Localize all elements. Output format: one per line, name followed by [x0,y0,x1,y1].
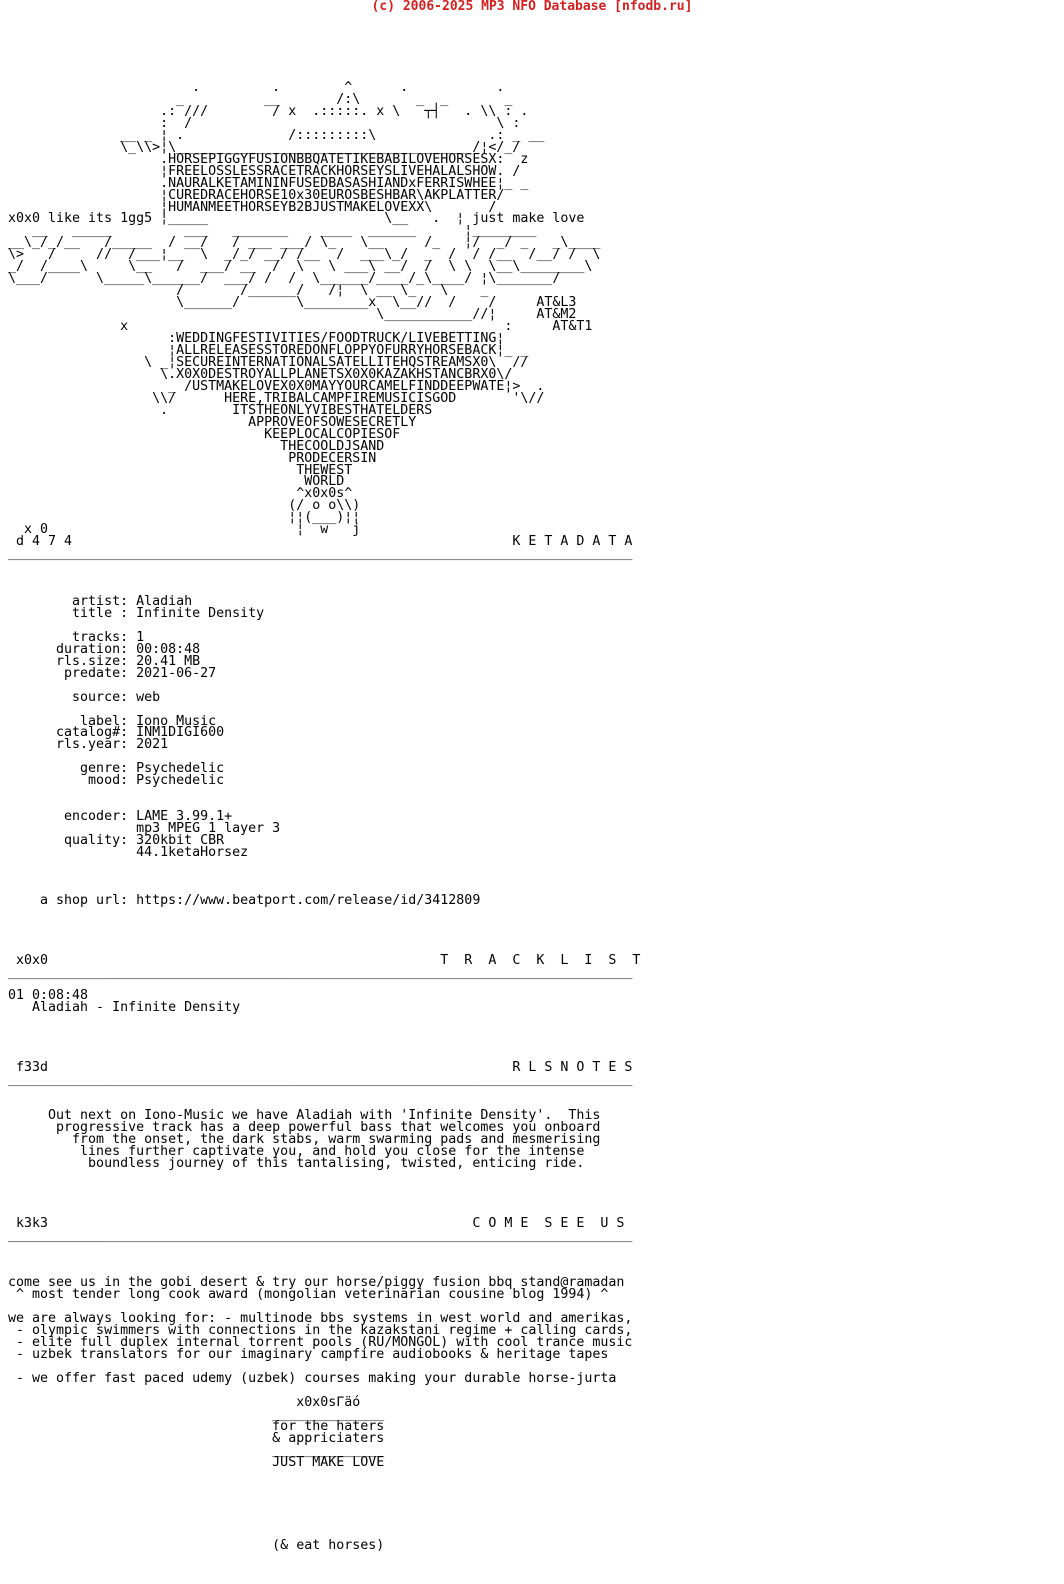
nfo-line: ¦FREELOSSLESSRACETRACKHORSEYSLIVEHALALSHOW. / [8,163,521,179]
nfo-line: ______________________________________________________________________________ [8,1227,633,1243]
nfo-line: come see us in the gobi desert & try our horse/piggy fusion bbq stand@ramadan [8,1275,625,1291]
nfo-line: : / \ : [8,115,521,131]
nfo-line: KEEPLOCALCOPIESOF [8,426,401,442]
nfo-line: x0x0 like its 1gg5 ¦_____ \__ . ¦ just make love [8,211,585,227]
nfo-line: Out next on Iono-Music we have Aladiah with 'Infinite Density'. This [8,1107,601,1123]
nfo-line: . . ^ . . [8,80,505,95]
nfo-line: \_\\>¦\_____________________________________/¦</_/ [8,139,521,155]
nfo-line: \______/ \________x \__// / / AT&L3 [8,295,577,311]
nfo-line: \___________//¦ AT&M2 [8,307,577,323]
nfo-line: PRODECERSIN [8,450,377,466]
nfo-line: quality: 320kbit CBR [8,833,225,849]
nfo-line: _ /USTMAKELOVEX0X0MAYYOURCAMELFINDDEEPWATE¦> . [8,378,545,394]
nfo-line: rls.year: 2021 [8,737,169,753]
nfo-line: duration: 00:08:48 [8,641,201,657]
nfo-line: f33d R L S N O T E S [8,1060,633,1076]
nfo-line: ¦¦(___)¦¦ [8,510,361,526]
nfo-line: x0x0sΓäó [8,1394,361,1410]
nfo-line: ¦HUMANMEETHORSEYB2BJUSTMAKELOVEXX\ / [8,199,497,215]
nfo-line: \\/ HERE,TRIBALCAMPFIREMUSICISGOD '\// [8,390,545,406]
nfo-line: _/ /____\ \__ / ___/ __ / \ \ ___\ __/ / \ \ \__\________\ [8,259,593,275]
nfo-line: ^ most tender long cook award (mongolian veterinarian cousine blog 1994) ^ [8,1287,609,1303]
nfo-line: __\_/_/__ /_____ / __/ / ___ ___/ \_ \__ /_ ¦/ _/ _ _\____ [8,235,601,251]
nfo-line: WORLD [8,474,345,490]
nfo-line: artist: Aladiah [8,593,193,609]
nfo-line: :WEDDINGFESTIVITIES/FOODTRUCK/LIVEBETTING¦ [8,331,505,347]
nfo-line: label: Iono Music [8,713,217,729]
nfo-line: \___/ \_____\______/ ___/ / / \______/____/_\____/ ¦\_______/ [8,271,561,287]
nfo-line: tracks: 1 [8,629,145,645]
nfo-line: \.X0X0DESTROYALLPLANETSX0X0KAZAKHSTANCBRX0\/ [8,366,513,382]
nfo-line: ¦CUREDRACEHORSE10x30EUROSBESHBAR\AKPLATTER/ [8,187,505,203]
nfo-line: source: web [8,689,161,705]
nfo-line: ¦ALLRELEASESSTOREDONFLOPPYOFURRYHORSEBACK¦_ _ [8,342,529,358]
site-header: (c) 2006-2025 MP3 NFO Database [nfodb.ru] [371,0,693,14]
nfo-line: .HORSEPIGGYFUSIONBBQATETIKEBABILOVEHORSESX: z [8,151,529,167]
nfo-line: APPROVEOFSOWESECRETLY [8,414,417,430]
nfo-line: ______________ [8,1442,385,1458]
nfo-line: __ _____ ___ _______ ____ ______ ¦________ [8,223,537,239]
nfo-line: - we offer fast paced udemy (uzbek) courses making your durable horse-jurta [8,1370,617,1386]
nfo-line: Aladiah - Infinite Density [8,1000,241,1016]
nfo-line: d 4 7 4 K E T A D A T A [8,534,633,550]
nfo-line: title : Infinite Density [8,605,265,621]
nfo-line: THECOOLDJSAND [8,438,385,454]
nfo-line: (& eat horses) [8,1538,385,1554]
nfo-line: we are always looking for: - multinode bbs systems in west world and amerikas, [8,1311,633,1327]
nfo-line: boundless journey of this tantalising, twisted, enticing ride. [8,1155,585,1171]
nfo-line: .: /// / x .:::::. x \ ┬┤ . \\ : . [8,103,529,119]
nfo-line: rls.size: 20.41 MB [8,653,201,669]
nfo-line: __ _ ¦ . /:::::::::\ .: _ __ [8,127,545,143]
nfo-line: 44.1ketaHorsez [8,845,249,860]
nfo-line: progressive track has a deep powerful bass that welcomes you onboard [8,1119,601,1135]
nfo-line: ______________________________________________________________________________ [8,964,633,980]
nfo-line: \> / // /___¦__ \ _/_/ __/ /__ / ___\_/ _ / / /__ /__/ / \ [8,247,601,263]
nfo-line: a shop url: https://www.beatport.com/release/id/3412809 [8,892,481,908]
nfo-line: - uzbek translators for our imaginary campfire audiobooks & heritage tapes [8,1347,609,1363]
nfo-line: ______________ [8,1406,385,1422]
nfo-line: k3k3 C O M E S E E U S [8,1215,625,1231]
nfo-line: & appriciaters [8,1430,385,1446]
nfo-line: / /______/ /¦ \ __ \_ \ _ [8,283,489,299]
nfo-line: _ __ /:\ _ _ _ [8,91,513,107]
nfo-line: THEWEST [8,462,353,478]
nfo-line: ______________________________________________________________________________ [8,546,633,562]
nfo-line: for the haters [8,1418,385,1434]
nfo-line: mp3 MPEG 1 layer 3 [8,821,281,837]
nfo-line: x 0 ¦ w j [8,522,361,538]
nfo-line: from the onset, the dark stabs, warm swarming pads and mesmerising [8,1131,601,1147]
nfo-line: .NAURALKETAMININFUSEDBASASHIANDxFERRISWHEE¦_ _ [8,175,529,191]
nfo-line: mood: Psychedelic [8,773,225,789]
nfo-line: catalog#: INM1DIGI600 [8,725,225,741]
nfo-line: lines further captivate you, and hold you close for the intense [8,1143,585,1159]
nfo-line: encoder: LAME 3.99.1+ [8,809,233,825]
nfo-text [8,82,640,1552]
nfo-line: \ _¦SECUREINTERNATIONALSATELLITEHQSTREAMSX0\ // [8,354,529,370]
nfo-line: x : AT&T1 [8,319,593,335]
nfo-line: genre: Psychedelic [8,761,225,777]
nfo-line: - elite full duplex internal torrent pools (RU/MONGOL) with cool trance music [8,1335,633,1351]
nfo-line: - olympic swimmers with connections in the kazakstani regime + calling cards, [8,1323,633,1339]
nfo-line: 01 0:08:48 [8,988,89,1004]
nfo-line: (/ o o\\) [8,498,361,514]
nfo-line: ______________________________________________________________________________ [8,1072,633,1088]
nfo-line: . ITSTHEONLYVIBESTHATELDERS [8,402,433,418]
nfo-line: JUST MAKE LOVE [8,1454,385,1470]
nfo-line: x0x0 T R A C K L I S T [8,952,641,968]
nfo-line: predate: 2021-06-27 [8,665,217,681]
nfo-line: ^x0x0s^ [8,486,353,502]
